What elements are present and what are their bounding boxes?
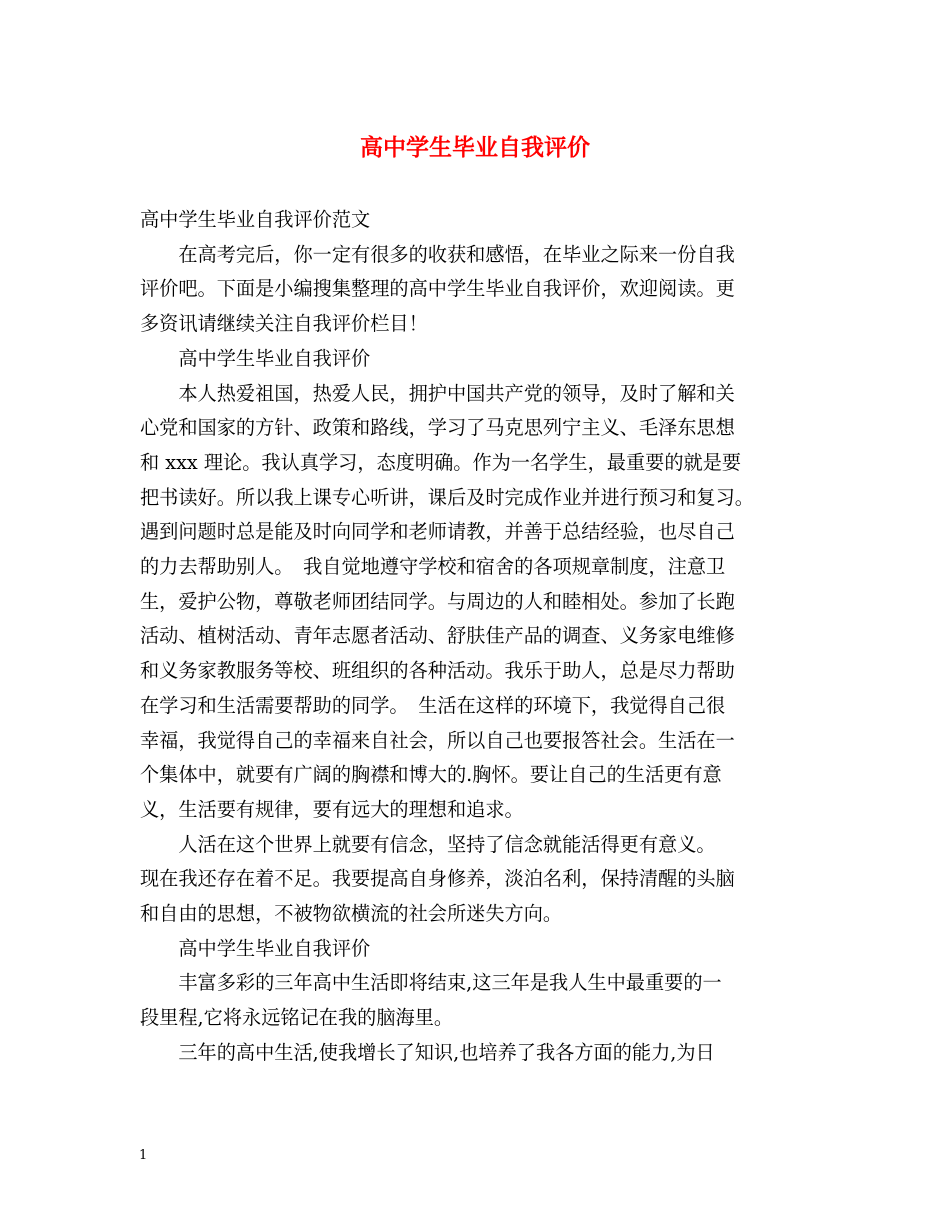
document-body bbox=[140, 203, 820, 1071]
body-line: 三年的高中生活,使我增长了知识,也培养了我各方面的能力,为日 bbox=[140, 1040, 715, 1064]
body-line: 把书读好。所以我上课专心听讲，课后及时完成作业并进行预习和复习。 bbox=[140, 485, 754, 509]
body-line: 丰富多彩的三年高中生活即将结束,这三年是我人生中最重要的一 bbox=[140, 971, 722, 995]
body-line: 生，爱护公物，尊敬老师团结同学。与周边的人和睦相处。参加了长跑 bbox=[140, 589, 735, 613]
page-number: 1 bbox=[139, 1148, 148, 1163]
body-line: 本人热爱祖国，热爱人民，拥护中国共产党的领导，及时了解和关 bbox=[140, 381, 735, 405]
body-line: 多资讯请继续关注自我评价栏目！ bbox=[140, 312, 428, 336]
body-line: 高中学生毕业自我评价 bbox=[140, 346, 371, 370]
body-line: 活动、植树活动、青年志愿者活动、舒肤佳产品的调查、义务家电维修 bbox=[140, 624, 735, 648]
body-line: 遇到问题时总是能及时向同学和老师请教，并善于总结经验，也尽自己 bbox=[140, 520, 735, 544]
body-line: 现在我还存在着不足。我要提高自身修养，淡泊名利，保持清醒的头脑 bbox=[140, 867, 735, 891]
document-title: 高中学生毕业自我评价 bbox=[360, 134, 590, 161]
body-line: 段里程,它将永远铭记在我的脑海里。 bbox=[140, 1006, 454, 1030]
body-line: 高中学生毕业自我评价 bbox=[140, 936, 371, 960]
body-line: 在高考完后，你一定有很多的收获和感悟，在毕业之际来一份自我 bbox=[140, 242, 735, 266]
body-line: 幸福，我觉得自己的幸福来自社会，所以自己也要报答社会。生活在一 bbox=[140, 728, 735, 752]
body-line: 和义务家教服务等校、班组织的各种活动。我乐于助人，总是尽力帮助 bbox=[140, 659, 735, 683]
body-line: 和 xxx 理论。我认真学习，态度明确。作为一名学生，最重要的就是要 bbox=[140, 450, 742, 474]
body-line: 心党和国家的方针、政策和路线，学习了马克思列宁主义、毛泽东思想 bbox=[140, 416, 735, 440]
body-line: 和自由的思想，不被物欲横流的社会所迷失方向。 bbox=[140, 902, 563, 926]
body-line: 评价吧。下面是小编搜集整理的高中学生毕业自我评价，欢迎阅读。更 bbox=[140, 277, 735, 301]
body-line: 个集体中，就要有广阔的胸襟和博大的.胸怀。要让自己的生活更有意 bbox=[140, 763, 722, 787]
body-line: 在学习和生活需要帮助的同学。 生活在这样的环境下，我觉得自己很 bbox=[140, 693, 726, 717]
body-line: 高中学生毕业自我评价范文 bbox=[140, 208, 371, 231]
body-line: 的力去帮助别人。 我自觉地遵守学校和宿舍的各项规章制度，注意卫 bbox=[140, 555, 726, 579]
body-line: 人活在这个世界上就要有信念，坚持了信念就能活得更有意义。 bbox=[140, 832, 716, 856]
body-line: 义，生活要有规律，要有远大的理想和追求。 bbox=[140, 797, 524, 821]
